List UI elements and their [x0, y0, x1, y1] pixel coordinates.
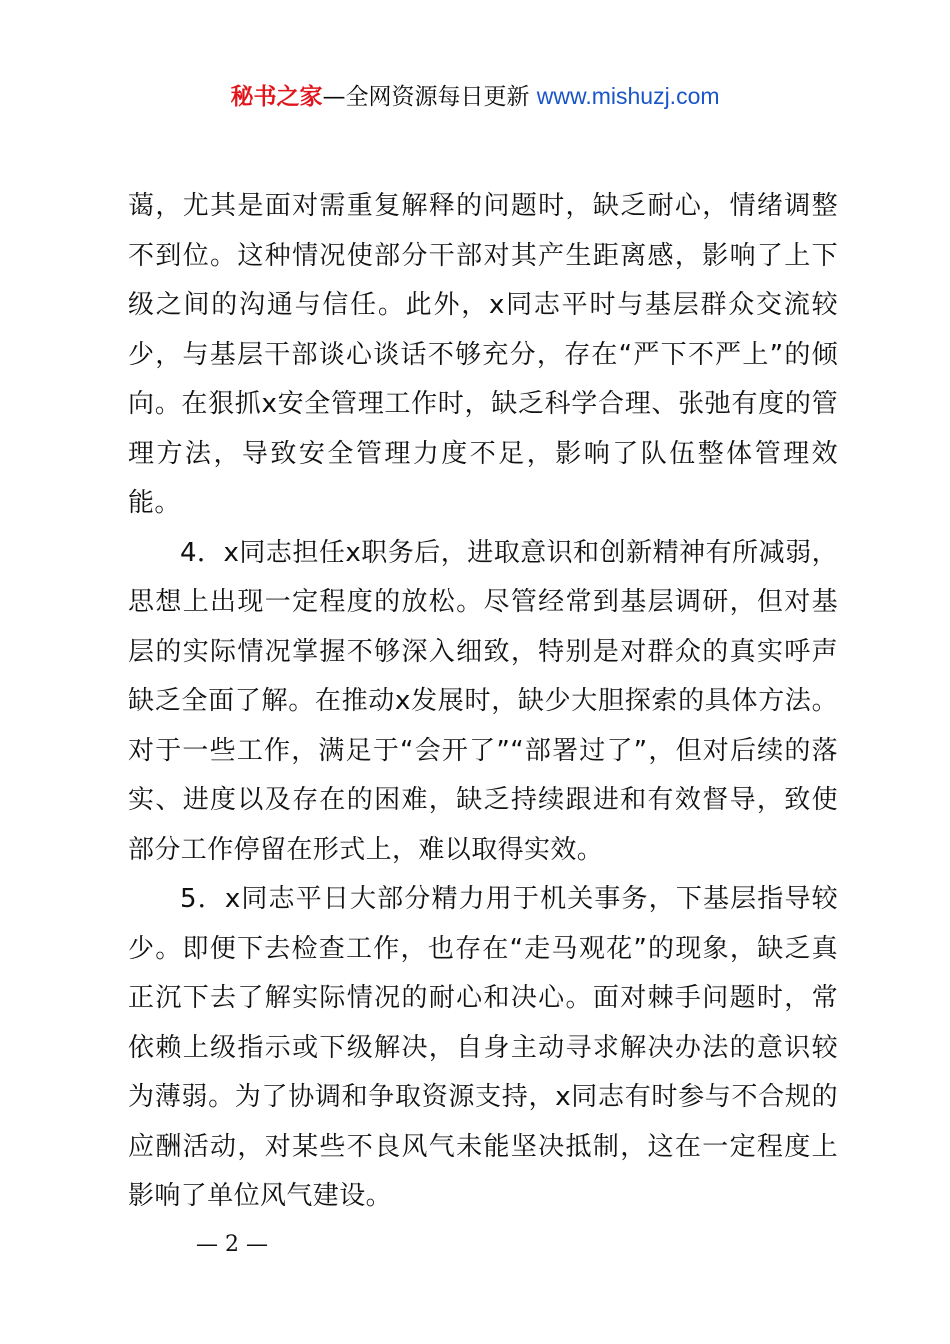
page-number: — 2 —: [196, 1232, 268, 1257]
page-header: [0, 80, 950, 113]
header-url-link[interactable]: www.mishuzj.com: [536, 83, 720, 109]
paragraph-continued: 蔼，尤其是面对需重复解释的问题时，缺乏耐心，情绪调整不到位。这种情况使部分干部对其产生距离感，影响了上下级之间的沟通与信任。此外，x同志平时与基层群众交流较少，与基层干部谈心谈话不够充分，存在“严下不严上”的倾向。在狠抓x安全管理工作时，缺乏科学合理、张弛有度的管理方法，导致安全管理力度不足，影响了队伍整体管理效能。: [128, 191, 838, 518]
header-brand: 秘书之家: [230, 84, 323, 110]
header-slogan: —全网资源每日更新: [322, 84, 537, 110]
paragraph-item-4: 4．x同志担任x职务后，进取意识和创新精神有所减弱，思想上出现一定程度的放松。尽管经常到基层调研，但对基层的实际情况掌握不够深入细致，特别是对群众的真实呼声缺乏全面了解。在推动x发展时，缺少大胆探索的具体方法。对于一些工作，满足于“会开了”“部署过了”，但对后续的落实、进度以及存在的困难，缺乏持续跟进和有效督导，致使部分工作停留在形式上，难以取得实效。: [128, 537, 838, 865]
document-body: [128, 182, 838, 1222]
paragraph-item-5: 5．x同志平日大部分精力用于机关事务，下基层指导较少。即便下去检查工作，也存在“走马观花”的现象，缺乏真正沉下去了解实际情况的耐心和决心。面对棘手问题时，常依赖上级指示或下级解决，自身主动寻求解决办法的意识较为薄弱。为了协调和争取资源支持，x同志有时参与不合规的应酬活动，对某些不良风气未能坚决抵制，这在一定程度上影响了单位风气建设。: [128, 884, 838, 1211]
